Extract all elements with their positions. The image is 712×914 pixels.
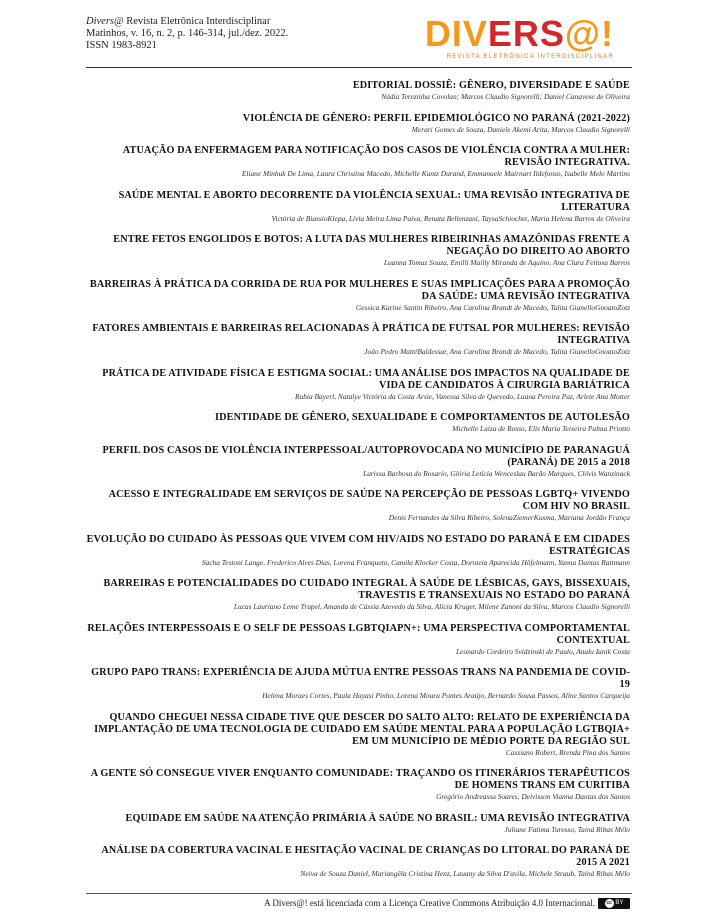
article-entry [86,712,630,757]
logo-part-ers: ERS [487,13,565,54]
article-entry [86,323,630,356]
article-entry [86,190,630,223]
article-entry [86,145,630,178]
article-title[interactable]: PERFIL DOS CASOS DE VIOLÊNCIA INTERPESSOAL/AUTOPROVOCADA NO MUNICÍPIO DE PARANAGUÁ (PARANÁ) DE 2015 a 2018 [102,444,630,468]
journal-issn: ISSN 1983-8921 [86,40,157,51]
journal-name-italic: Divers@ [86,16,124,27]
article-authors: Leonardo Cordeiro Svidzinski de Paulo, Analu Ianik Costa [456,646,630,656]
article-authors: João Pedro MattéBaldessar, Ana Carolina Brandt de Macedo, Talita GianelloGnoatoZotz [364,347,630,356]
article-title[interactable]: SAÚDE MENTAL E ABORTO DECORRENTE DA VIOLÊNCIA SEXUAL: UMA REVISÃO INTEGRATIVA DE LITERATURA [118,189,630,213]
footer-divider [86,893,632,894]
cc-icon: cc [606,900,612,906]
header-divider [86,67,632,68]
article-entry [86,667,630,700]
article-title[interactable]: IDENTIDADE DE GÊNERO, SEXUALIDADE E COMPORTAMENTOS DE AUTOLESÃO [215,412,630,423]
article-entry [86,368,630,401]
article-authors: Larissa Barbosa do Rosario, Glória Letícia Wenceslau Barão Marques, Clóvis Wanzinack [363,468,630,478]
license-footer [264,898,630,909]
article-title[interactable]: EQUIDADE EM SAÚDE NA ATENÇÃO PRIMÁRIA À SAÚDE NO BRASIL: UMA REVISÃO INTEGRATIVA [125,812,630,824]
article-title[interactable]: ACESSO E INTEGRALIDADE EM SERVIÇOS DE SAÚDE NA PERCEPÇÃO DE PESSOAS LGBTQ+ VIVENDO COM HIV NO BRASIL [108,489,630,512]
article-title[interactable]: FATORES AMBIENTAIS E BARREIRAS RELACIONADAS À PRÁTICA DE FUTSAL POR MULHERES: REVISÃO INTEGRATIVA [92,323,630,346]
article-entry [86,412,630,433]
article-title[interactable]: EDITORIAL DOSSIÊ: GÊNERO, DIVERSIDADE E SAÚDE [352,80,630,91]
article-title[interactable]: A GENTE SÓ CONSEGUE VIVER ENQUANTO COMUNIDADE: TRAÇANDO OS ITINERÁRIOS TERAPÊUTICOS DE HOMENS TRANS EM CURITIBA [90,768,630,791]
logo-part-div: DIV [424,13,488,54]
cc-by-license-badge-icon[interactable] [598,898,630,909]
article-title[interactable]: QUANDO CHEGUEI NESSA CIDADE TIVE QUE DESCER DO SALTO ALTO: RELATO DE EXPERIÊNCIA DA IMPLANTAÇÃO DE UMA TECNOLOGIA DE CUIDADO EM SAÚDE MENTAL PARA A POPULAÇÃO LGTBQIA+ EM UM MUNICÍPIO DE MÉDIO PORTE DA REGIÃO SUL [94,711,630,747]
article-entry [86,489,630,522]
article-authors: Michelle Luiza de Rosso, Elis Maria Teixeira Palma Priotto [452,424,630,433]
article-authors: Neiva de Souza Daniel, Mariangêla Cristina Henz, Lauany da Silva D'avila, Michele Straub, Tainá Ribas Mélo [300,869,630,878]
article-title[interactable]: ATUAÇÃO DA ENFERMAGEM PARA NOTIFICAÇÃO DOS CASOS DE VIOLÊNCIA CONTRA A MULHER: REVISÃO INTEGRATIVA. [122,145,630,168]
article-title[interactable]: BARREIRAS À PRÁTICA DA CORRIDA DE RUA POR MULHERES E SUAS IMPLICAÇÕES PARA A PROMOÇÃO DA SAÚDE: UMA REVISÃO INTEGRATIVA [89,278,630,302]
article-entry [86,113,630,134]
article-entry [86,623,630,656]
article-authors: Gessica Karine Santin Ribeiro, Ana Carolina Brandt de Macedo, Talita GianelloGnoatoZotz [355,302,630,312]
journal-logo [402,13,632,64]
journal-name-rest: Revista Eletrônica Interdisciplinar [123,16,271,27]
article-title[interactable]: BARREIRAS E POTENCIALIDADES DO CUIDADO INTEGRAL À SAÚDE DE LÉSBICAS, GAYS, BISSEXUAIS, TRAVESTIS E TRANSEXUAIS NO ESTADO DO PARANÁ [103,578,630,601]
article-entry [86,445,630,478]
logo-tagline: REVISTA ELETRÔNICA INTERDISCIPLINAR [446,54,614,60]
article-authors: Merari Gomes de Souza, Daniele Akemi Arita, Marcos Claudio Signorelli [411,124,630,134]
article-title[interactable]: PRÁTICA DE ATIVIDADE FÍSICA E ESTIGMA SOCIAL: UMA ANÁLISE DOS IMPACTOS NA QUALIDADE DE VIDA DE CANDIDATOS À CIRURGIA BARIÁTRICA [102,367,630,391]
article-authors: Victória de BiassioKlepa, Lívia Meira Lima Paiva, Renata Bellenzani, TaysaSchiochet, Maria Helena Barros de Oliveira [271,213,630,223]
license-text[interactable]: A Divers@! está licenciada com a Licença Creative Commons Atribuição 4.0 Internacional. [264,898,595,908]
article-authors: Helena Moraes Cortes, Paula Hayasi Pinho, Lorena Moura Pontes Araújo, Bernardo Sousa Passos, Aline Santos Carqueija [262,691,630,700]
article-title[interactable]: GRUPO PAPO TRANS: EXPERIÊNCIA DE AJUDA MÚTUA ENTRE PESSOAS TRANS NA PANDEMIA DE COVID-19 [91,667,630,690]
article-title[interactable]: ANÁLISE DA COBERTURA VACINAL E HESITAÇÃO VACINAL DE CRIANÇAS DO LITORAL DO PARANÁ DE 2015 A 2021 [101,845,630,868]
article-authors: Lucas Lauriano Leme Trupel, Amanda de Cássia Azevedo da Silva, Alícia Kruger, Milene Zanoni da Silva, Marcos Claudio Signorelli [233,602,630,611]
article-authors: Rubia Bayerl, Natalye Victória da Costa Arsie, Vanessa Silva de Quevedo, Luana Pereira Paz, Arlete Ana Motter [295,391,630,401]
by-label: BY [615,900,624,906]
article-authors: Sacha Testoni Lange, Frederico Alves Dias, Lorena Franqueto, Camila Klocker Costa, Doroteia Aparecida Höfelmann, Yanna Dantas Rattmann [201,557,630,567]
article-entry [86,534,630,567]
article-entry [86,845,630,878]
journal-info [86,16,288,52]
article-authors: Juliane Fatima Turesso, Tainá Ribas Mélo [504,824,630,834]
article-entry [86,768,630,801]
article-title[interactable]: VIOLÊNCIA DE GÊNERO: PERFIL EPIDEMIOLÓGICO NO PARANÁ (2021-2022) [242,112,630,124]
journal-name [86,16,288,28]
article-entry [86,578,630,611]
article-authors: Denis Fernandes da Silva Ribeiro, SolenaZiemerKusma, Mariana Jordão França [388,513,630,522]
article-entry [86,80,630,101]
article-title[interactable]: RELAÇÕES INTERPESSOAIS E O SELF DE PESSOAS LGBTQIAPN+: UMA PERSPECTIVA COMPORTAMENTAL CONTEXTUAL [87,622,630,646]
article-entry [86,279,630,312]
logo-wordmark [425,14,614,54]
article-title[interactable]: EVOLUÇÃO DO CUIDADO ÀS PESSOAS QUE VIVEM COM HIV/AIDS NO ESTADO DO PARANÁ E EM CIDADES ESTRATÉGICAS [86,533,630,557]
article-authors: Luanna Tomaz Souza, Emilli Mailly Miranda de Aquino, Ana Clara Feitosa Barros [383,258,630,267]
article-authors: Cassiano Robert, Brenda Pina dos Santos [505,747,630,757]
journal-citation: Matinhos, v. 16, n. 2, p. 146-314, jul./dez. 2022. [86,28,289,39]
logo-part-at: @! [564,13,614,54]
article-entry [86,813,630,834]
article-title[interactable]: ENTRE FETOS ENGOLIDOS E BOTOS: A LUTA DAS MULHERES RIBEIRINHAS AMAZÔNIDAS FRENTE A NEGAÇÃO DO DIREITO AO ABORTO [113,234,630,257]
table-of-contents [86,80,630,890]
article-authors: Nádia Terezinha Covolan; Marcos Claudio Signorelli; Daniel Canavese de Oliveira [381,92,630,101]
article-authors: Gregório Andreassa Soares, Deivisson Vianna Dantas dos Santos [436,792,630,801]
article-entry [86,234,630,267]
article-authors: Eliane Minhuk De Lima, Laura Christina Macedo, Michelle Kuntz Durand, Emmanuele Mairnart Ildefonso, Isabelle Melo Martins [241,169,630,178]
journal-header [86,13,632,60]
